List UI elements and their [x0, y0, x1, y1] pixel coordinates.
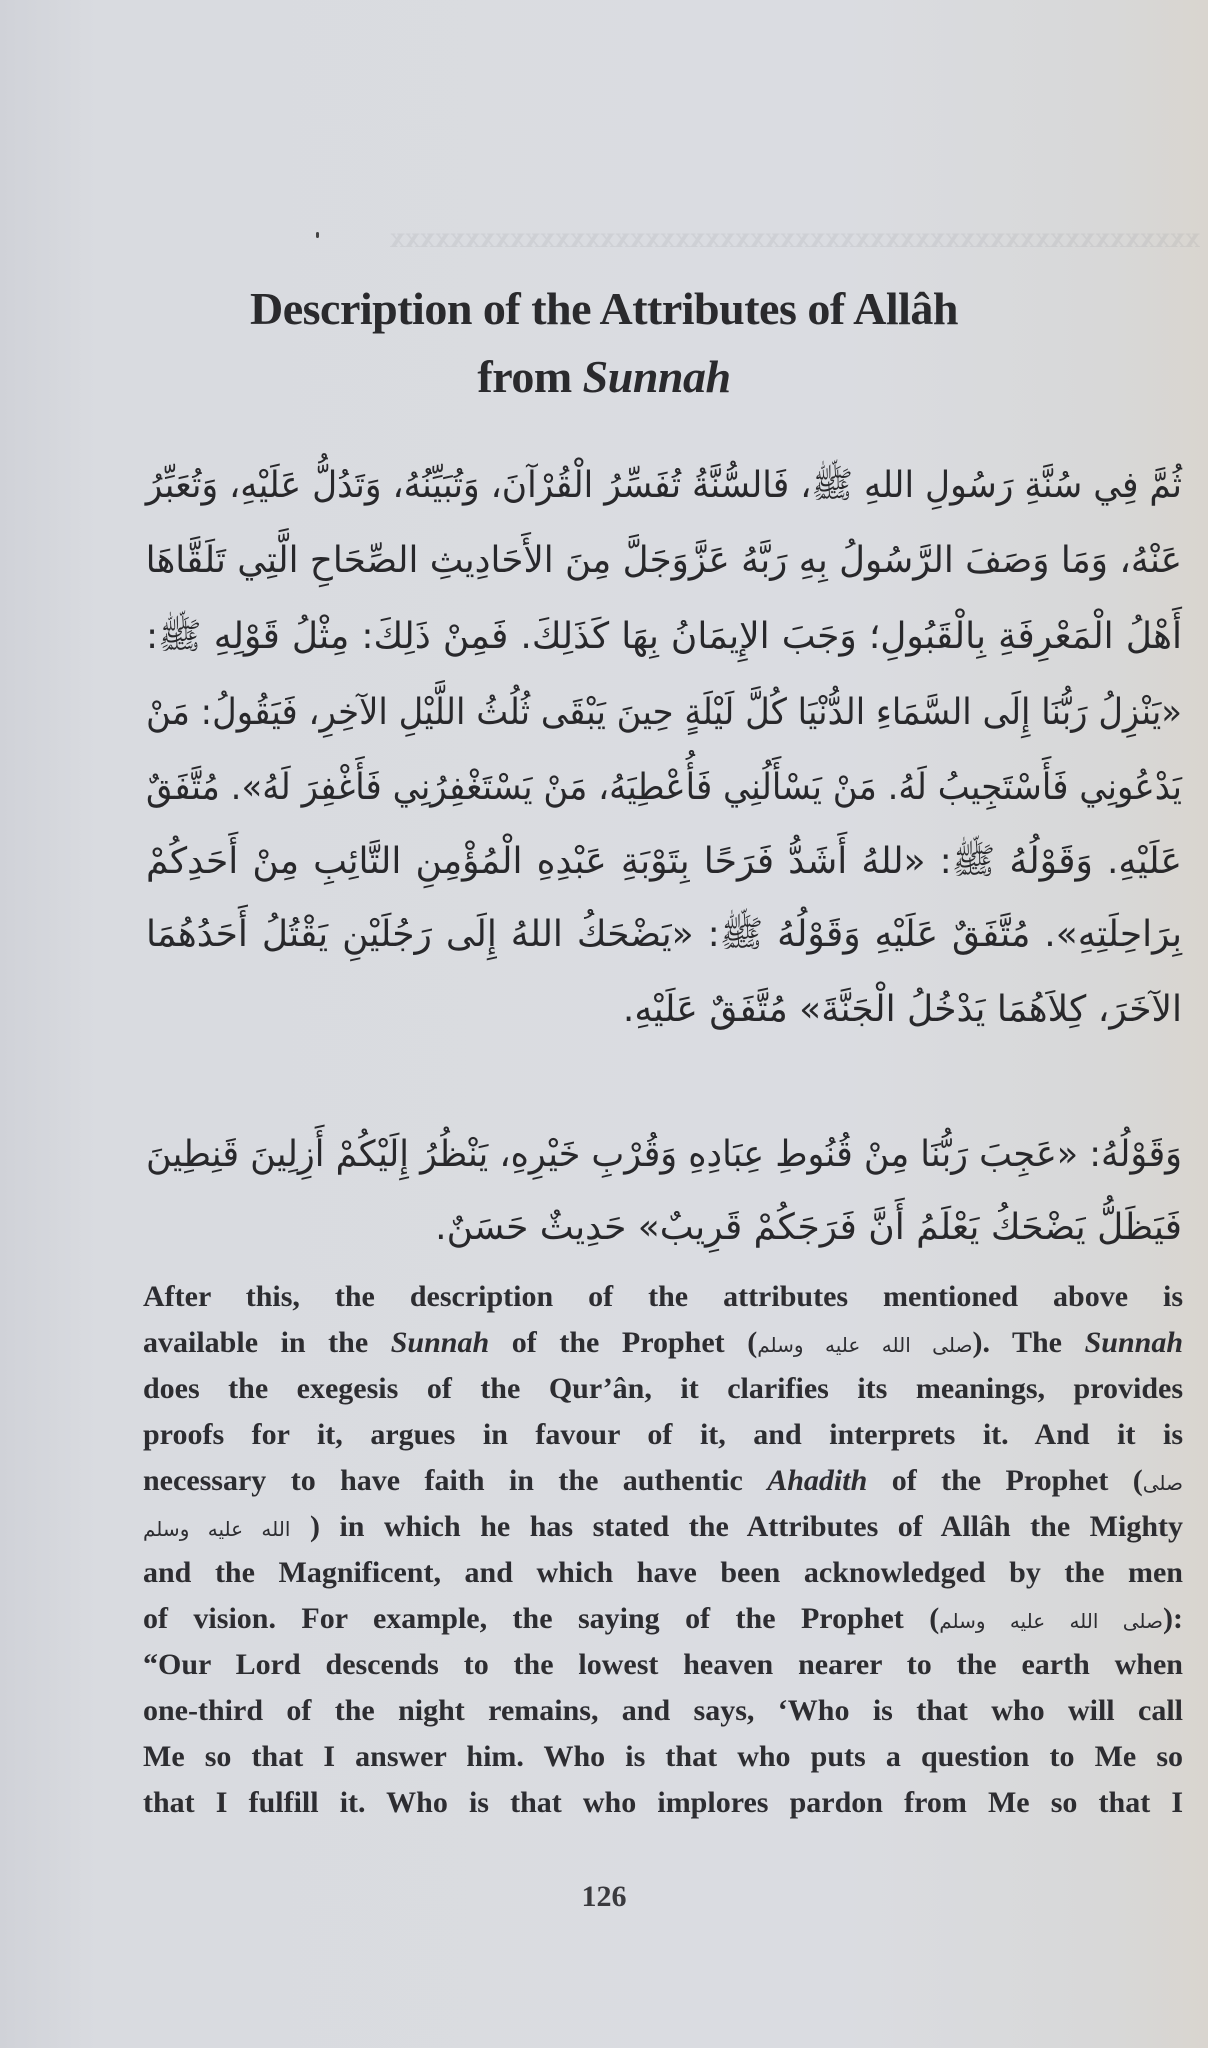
- title-italic-word: Sunnah: [582, 351, 731, 402]
- text-run: Me so that I answer him. Who is that who puts a question to Me so: [143, 1740, 1183, 1773]
- page-title-line-2: [0, 343, 1208, 411]
- text-run: does the exegesis of the Qur’ân, it clarifies its meanings, provides: [143, 1372, 1183, 1405]
- title-prefix: from: [477, 351, 583, 402]
- arabic-line: بِرَاحِلَتِهِ». مُتَّفَقٌ عَلَيْهِ وَقَوْلُهُ ﷺ: «يَضْحَكُ اللهُ إِلَى رَجُلَيْنِ يَقْتُلُ أَحَدُهُمَا: [146, 914, 1182, 955]
- english-line: [143, 1780, 1183, 1826]
- honorific-arabic: صلى الله عليه وسلم: [939, 1609, 1164, 1633]
- honorific-arabic: الله عليه وسلم: [143, 1517, 291, 1541]
- text-run: available in the: [143, 1326, 391, 1359]
- honorific-arabic: صلى: [1142, 1471, 1183, 1495]
- page-number: 126: [581, 1880, 627, 1913]
- english-line: [143, 1642, 1183, 1688]
- arabic-line: ثُمَّ فِي سُنَّةِ رَسُولِ اللهِ ﷺ، فَالسُّنَّةُ تُفَسِّرُ الْقُرْآنَ، وَتُبَيِّنُهُ، وَتَدُلُّ عَلَيْهِ، وَتُعَبِّرُ: [145, 465, 1182, 506]
- english-line: [143, 1458, 1183, 1504]
- arabic-line: عَلَيْهِ. وَقَوْلُهُ ﷺ: «للهُ أَشَدُّ فَرَحًا بِتَوْبَةِ عَبْدِهِ الْمُؤْمِنِ التَّائِبِ مِنْ أَحَدِكُمْ: [146, 841, 1182, 882]
- text-run: of vision. For example, the saying of the Prophet (: [143, 1602, 940, 1635]
- text-run: and the Magnificent, and which have been acknowledged by the men: [143, 1556, 1183, 1589]
- text-run: one-third of the night remains, and says, ‘Who is that who will call: [143, 1694, 1183, 1727]
- text-run: ). The: [972, 1326, 1085, 1359]
- arabic-line: يَدْعُونِي فَأَسْتَجِيبُ لَهُ. مَنْ يَسْأَلُنِي فَأُعْطِيَهُ، مَنْ يَسْتَغْفِرُنِي فَأَغْفِرَ لَهُ». مُتَّفَقٌ: [145, 767, 1182, 808]
- english-line: [143, 1366, 1183, 1412]
- english-line: [143, 1550, 1183, 1596]
- text-run: ) in which he has stated the Attributes of Allâh the Mighty: [290, 1510, 1184, 1543]
- arabic-line: فَيَظَلُّ يَضْحَكُ يَعْلَمُ أَنَّ فَرَجَكُمْ قَرِيبٌ» حَدِيثٌ حَسَنٌ.: [435, 1207, 1182, 1248]
- english-line: [143, 1596, 1183, 1642]
- text-run: ):: [1163, 1602, 1184, 1635]
- english-line: [143, 1688, 1183, 1734]
- page-title-line-1: Description of the Attributes of Allâh: [249, 283, 958, 334]
- english-line: [143, 1274, 1183, 1320]
- italic-term: Sunnah: [390, 1326, 490, 1359]
- text-run: After this, the description of the attributes mentioned above is: [143, 1280, 1183, 1313]
- arabic-line: الآخَرَ، كِلاَهُمَا يَدْخُلُ الْجَنَّةَ» مُتَّفَقٌ عَلَيْهِ.: [622, 989, 1182, 1030]
- arabic-line: «يَنْزِلُ رَبُّنَا إِلَى السَّمَاءِ الدُّنْيَا كُلَّ لَيْلَةٍ حِينَ يَبْقَى ثُلُثُ اللَّيْلِ الآخِرِ، فَيَقُولُ: مَنْ: [145, 692, 1182, 733]
- show-through-text: xxxxxxxxxxxxxxxxxxxxxxxxxxxxxxxxxxxxxxxxxxxxxxxxxxxxxx: [390, 221, 1200, 254]
- ink-speck: [316, 232, 319, 238]
- text-run: of the Prophet (: [489, 1326, 758, 1359]
- italic-term: Ahadith: [767, 1464, 868, 1497]
- italic-term: Sunnah: [1084, 1326, 1184, 1359]
- english-line: [143, 1504, 1183, 1550]
- arabic-line: وَقَوْلُهُ: «عَجِبَ رَبُّنَا مِنْ قُنُوطِ عِبَادِهِ وَقُرْبِ خَيْرِهِ، يَنْظُرُ إِلَيْكُمْ أَزِلِينَ قَنِطِينَ: [146, 1134, 1182, 1175]
- text-run: that I fulfill it. Who is that who implores pardon from Me so that I: [143, 1786, 1183, 1819]
- arabic-line: عَنْهُ، وَمَا وَصَفَ الرَّسُولُ بِهِ رَبَّهُ عَزَّوَجَلَّ مِنَ الأَحَادِيثِ الصِّحَاحِ الَّتِي تَلَقَّاهَا: [145, 540, 1183, 581]
- english-line: [143, 1734, 1183, 1780]
- text-run: proofs for it, argues in favour of it, and interprets it. And it is: [143, 1418, 1183, 1451]
- arabic-line: أَهْلُ الْمَعْرِفَةِ بِالْقَبُولِ؛ وَجَبَ الإِيمَانُ بِهَا كَذَلِكَ. فَمِنْ ذَلِكَ: مِثْلُ قَوْلِهِ ﷺ:: [146, 616, 1182, 657]
- english-line: [143, 1412, 1183, 1458]
- text-run: of the Prophet (: [867, 1464, 1143, 1497]
- english-line: [143, 1320, 1183, 1366]
- text-run: necessary to have faith in the authentic: [143, 1464, 768, 1497]
- text-run: “Our Lord descends to the lowest heaven nearer to the earth when: [143, 1648, 1183, 1681]
- honorific-arabic: صلى الله عليه وسلم: [757, 1333, 973, 1357]
